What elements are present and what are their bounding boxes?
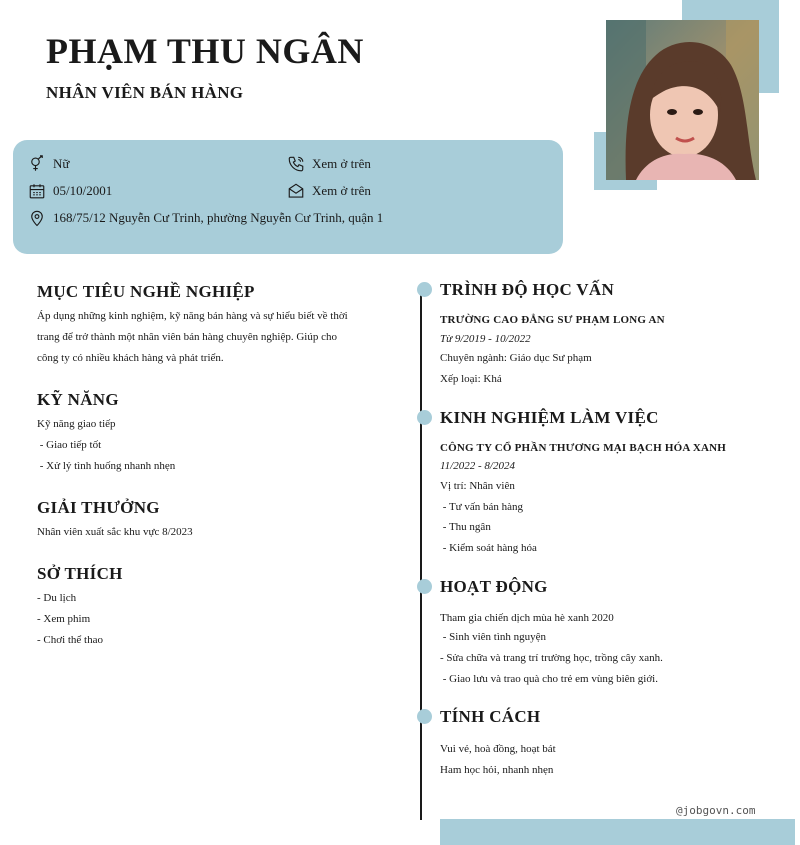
email-value: Xem ở trên [312, 183, 371, 198]
objective-line: công ty có nhiều khách hàng và phát triển. [37, 352, 224, 364]
calendar-icon [28, 182, 46, 200]
timeline-line [420, 290, 422, 820]
contact-birthday [28, 182, 112, 200]
contact-address [28, 209, 383, 227]
education-grade: Xếp loại: Khá [440, 373, 502, 385]
phone-icon [287, 155, 305, 173]
hobby-item: - Xem phim [37, 613, 91, 625]
timeline-dot [417, 410, 432, 425]
awards-title: GIẢI THƯỞNG [37, 498, 160, 517]
gender-icon [28, 155, 46, 173]
activity-line: - Sửa chữa và trang trí trường học, trồng cây xanh. [440, 652, 663, 664]
watermark: @jobgovn.com [676, 804, 756, 817]
contact-gender [28, 155, 69, 173]
hobbies-list [37, 588, 103, 651]
activity-line: - Sinh viên tình nguyện [440, 631, 547, 643]
activity-line: Tham gia chiến dịch mùa hè xanh 2020 [440, 612, 614, 624]
personality-title: TÍNH CÁCH [440, 707, 541, 726]
experience-title: KINH NGHIỆM LÀM VIỆC [440, 408, 659, 427]
personality-line: Vui vẻ, hoà đồng, hoạt bát [440, 743, 556, 755]
activities-title: HOẠT ĐỘNG [440, 577, 548, 596]
experience-company: CÔNG TY CỔ PHẦN THƯƠNG MẠI BẠCH HÓA XANH [440, 442, 727, 454]
experience-line: - Kiểm soát hàng hóa [440, 542, 537, 554]
education-date: Từ 9/2019 - 10/2022 [440, 333, 531, 345]
skill-item: Kỹ năng giao tiếp [37, 418, 116, 430]
objective-title: MỤC TIÊU NGHỀ NGHIỆP [37, 282, 255, 301]
skills-list [37, 414, 175, 477]
phone-value: Xem ở trên [312, 156, 371, 171]
hobbies-title: SỞ THÍCH [37, 564, 123, 583]
experience-line: Vị trí: Nhân viên [440, 480, 515, 492]
education-major: Chuyên ngành: Giáo dục Sư phạm [440, 352, 592, 364]
contact-email [287, 182, 371, 200]
experience-line: - Thu ngân [440, 521, 491, 533]
skill-item: - Giao tiếp tốt [37, 439, 102, 451]
contact-phone [287, 155, 371, 173]
hobby-item: - Chơi thể thao [37, 634, 103, 646]
profile-photo [606, 20, 759, 180]
education-school: TRƯỜNG CAO ĐẲNG SƯ PHẠM LONG AN [440, 314, 665, 326]
job-title: NHÂN VIÊN BÁN HÀNG [46, 83, 244, 102]
gender-value: Nữ [53, 156, 70, 171]
contact-panel [13, 140, 563, 254]
personality-line: Ham học hỏi, nhanh nhẹn [440, 764, 554, 776]
objective-line: Áp dụng những kinh nghiệm, kỹ năng bán hàng và sự hiểu biết về thời [37, 310, 348, 322]
address-value: 168/75/12 Nguyễn Cư Trinh, phường Nguyễn Cư Trinh, quận 1 [53, 210, 384, 225]
experience-date: 11/2022 - 8/2024 [440, 460, 515, 472]
timeline-dot [417, 579, 432, 594]
hobby-item: - Du lịch [37, 592, 77, 604]
award-item: Nhân viên xuất sắc khu vực 8/2023 [37, 526, 193, 538]
skill-item: - Xử lý tình huống nhanh nhẹn [37, 460, 176, 472]
objective-line: trang để trở thành một nhân viên bán hàng chuyên nghiệp. Giúp cho [37, 331, 337, 343]
activity-line: - Giao lưu và trao quà cho trẻ em vùng biên giới. [440, 673, 658, 685]
footer-bar [440, 819, 795, 845]
awards-list [37, 522, 193, 543]
profile-photo-illustration [606, 20, 759, 180]
email-icon [287, 182, 305, 200]
skills-title: KỸ NĂNG [37, 390, 119, 409]
experience-line: - Tư vấn bán hàng [440, 501, 524, 513]
location-pin-icon [28, 209, 46, 227]
birthday-value: 05/10/2001 [53, 183, 113, 198]
timeline-dot [417, 709, 432, 724]
timeline-dot [417, 282, 432, 297]
education-title: TRÌNH ĐỘ HỌC VẤN [440, 280, 615, 299]
objective-text [37, 306, 362, 369]
candidate-name: PHẠM THU NGÂN [46, 31, 364, 71]
